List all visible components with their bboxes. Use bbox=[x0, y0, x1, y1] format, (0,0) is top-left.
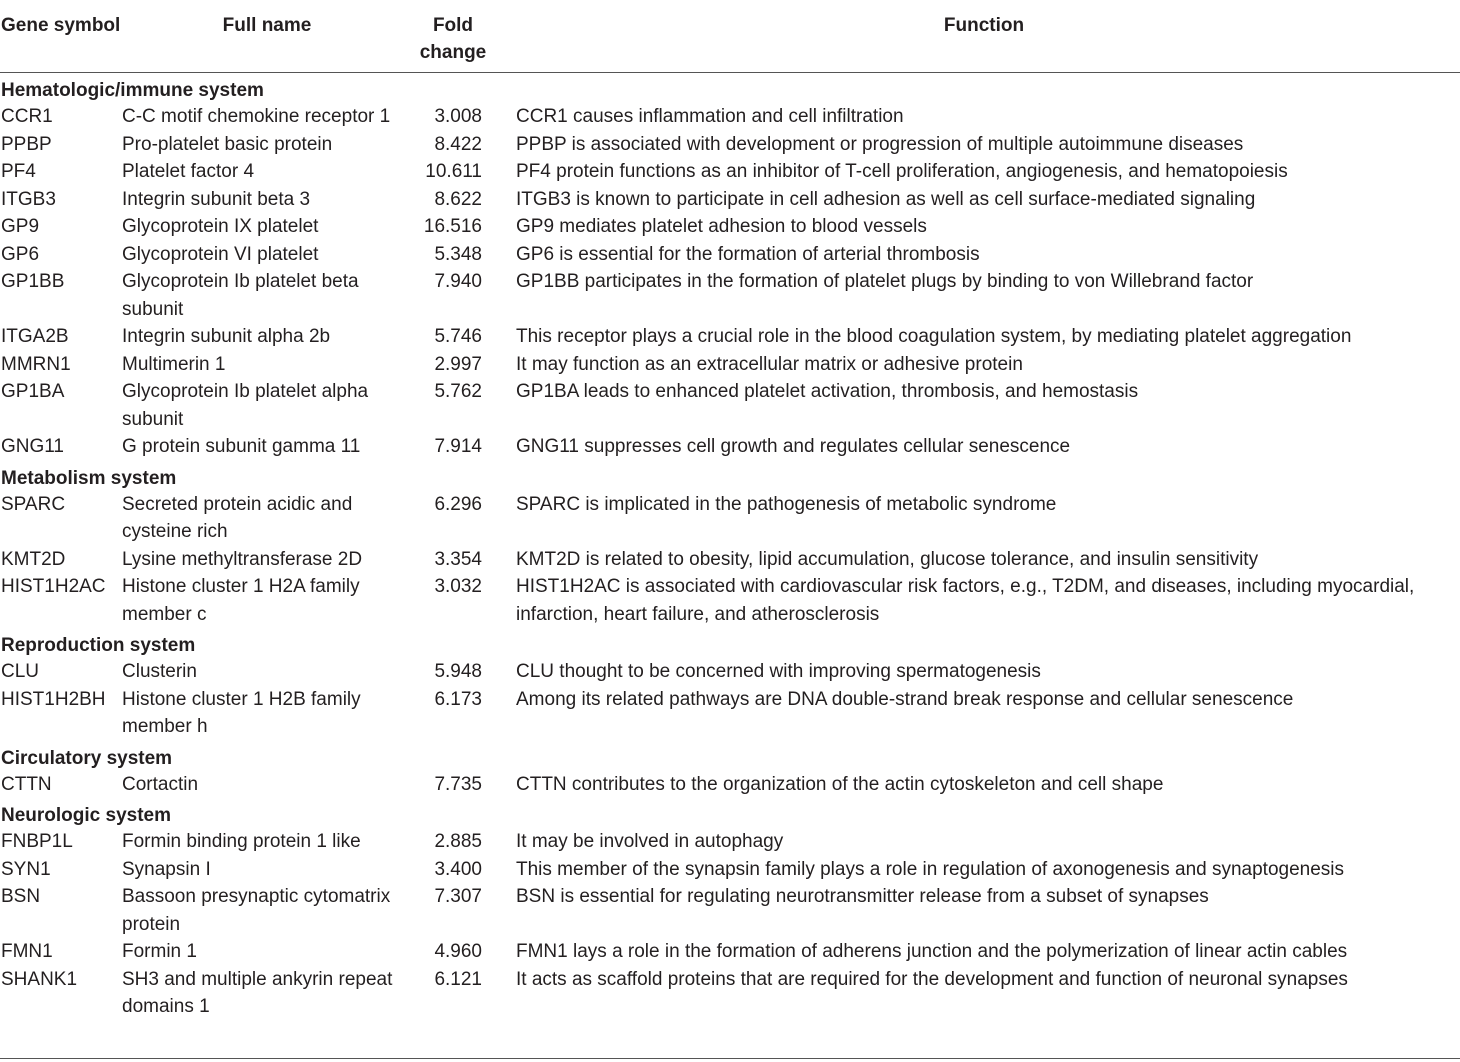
gene-symbol-cell: ITGA2B bbox=[1, 326, 69, 347]
full-name-cell: Pro-platelet basic protein bbox=[122, 133, 333, 155]
section-title: Hematologic/immune system bbox=[1, 80, 264, 101]
gene-symbol-cell: HIST1H2BH bbox=[1, 688, 106, 710]
full-name-cell: Synapsin I bbox=[122, 858, 211, 880]
table-body bbox=[0, 73, 1460, 1025]
gene-table bbox=[0, 8, 1460, 1025]
fold-change-cell: 3.032 bbox=[434, 576, 482, 597]
function-cell: CCR1 causes inflammation and cell infiltration bbox=[516, 106, 904, 127]
gene-symbol-cell: GNG11 bbox=[1, 436, 65, 457]
gene-symbol-cell: SYN1 bbox=[1, 858, 51, 880]
table-row bbox=[0, 658, 1460, 686]
full-name-cell: Glycoprotein VI platelet bbox=[122, 243, 319, 265]
fold-change-cell: 5.348 bbox=[434, 243, 482, 265]
fold-change-cell: 7.940 bbox=[434, 271, 482, 292]
full-name-cell: Integrin subunit beta 3 bbox=[122, 188, 311, 210]
section-row bbox=[0, 628, 1460, 658]
full-name-cell: Lysine methyltransferase 2D bbox=[122, 548, 363, 570]
table-row bbox=[0, 213, 1460, 241]
function-cell: It may function as an extracellular matrix or adhesive protein bbox=[516, 353, 1023, 375]
full-name-cell: Formin 1 bbox=[122, 941, 197, 962]
fold-change-cell: 7.307 bbox=[434, 886, 482, 907]
section-title: Circulatory system bbox=[1, 747, 173, 769]
table-row bbox=[0, 323, 1460, 351]
fold-change-cell: 8.422 bbox=[434, 133, 482, 155]
table-row bbox=[0, 186, 1460, 214]
full-name-cell: Secreted protein acidic and cysteine rich bbox=[122, 493, 353, 542]
header-row bbox=[0, 8, 1460, 73]
function-cell: PF4 protein functions as an inhibitor of T-cell proliferation, angiogenesis, and hematopoiesis bbox=[516, 161, 1288, 182]
gene-symbol-cell: ITGB3 bbox=[1, 188, 56, 210]
function-cell: Among its related pathways are DNA double-strand break response and cellular senescence bbox=[516, 688, 1294, 710]
table-row bbox=[0, 351, 1460, 379]
section-row bbox=[0, 73, 1460, 104]
header-fold-change: Fold change bbox=[412, 8, 508, 73]
function-cell: FMN1 lays a role in the formation of adherens junction and the polymerization of linear actin cables bbox=[516, 941, 1348, 962]
table-row bbox=[0, 131, 1460, 159]
full-name-cell: Glycoprotein IX platelet bbox=[122, 216, 319, 237]
full-name-cell: Platelet factor 4 bbox=[122, 161, 255, 182]
header-gene-symbol: Gene symbol bbox=[0, 8, 122, 73]
fold-change-cell: 6.121 bbox=[434, 968, 482, 990]
table-row bbox=[0, 938, 1460, 966]
section-row bbox=[0, 461, 1460, 491]
table-row bbox=[0, 828, 1460, 856]
fold-change-cell: 4.960 bbox=[434, 941, 482, 962]
full-name-cell: Histone cluster 1 H2A family member c bbox=[122, 576, 360, 625]
fold-change-cell: 6.296 bbox=[434, 493, 482, 515]
gene-symbol-cell: KMT2D bbox=[1, 548, 66, 570]
table-row bbox=[0, 433, 1460, 461]
full-name-cell: Bassoon presynaptic cytomatrix protein bbox=[122, 886, 391, 935]
function-cell: It acts as scaffold proteins that are required for the development and function of neuronal synapses bbox=[516, 968, 1348, 990]
function-cell: ITGB3 is known to participate in cell adhesion as well as cell surface-mediated signaling bbox=[516, 188, 1256, 210]
function-cell: CTTN contributes to the organization of the actin cytoskeleton and cell shape bbox=[516, 773, 1164, 795]
gene-symbol-cell: FMN1 bbox=[1, 941, 53, 962]
table-row bbox=[0, 103, 1460, 131]
bottom-rule bbox=[0, 1058, 1460, 1059]
fold-change-cell: 5.948 bbox=[434, 661, 482, 682]
function-cell: It may be involved in autophagy bbox=[516, 831, 784, 852]
full-name-cell: SH3 and multiple ankyrin repeat domains 1 bbox=[122, 968, 393, 1017]
table-row bbox=[0, 883, 1460, 938]
fold-change-cell: 7.914 bbox=[434, 436, 482, 457]
gene-symbol-cell: GP9 bbox=[1, 216, 40, 237]
function-cell: GP1BA leads to enhanced platelet activation, thrombosis, and hemostasis bbox=[516, 381, 1139, 402]
function-cell: KMT2D is related to obesity, lipid accumulation, glucose tolerance, and insulin sensitivity bbox=[516, 548, 1259, 570]
section-row bbox=[0, 741, 1460, 771]
function-cell: This member of the synapsin family plays a role in regulation of axonogenesis and synaptogenesis bbox=[516, 858, 1345, 880]
table-row bbox=[0, 573, 1460, 628]
fold-change-cell: 3.400 bbox=[434, 858, 482, 880]
gene-symbol-cell: SPARC bbox=[1, 493, 66, 515]
full-name-cell: Formin binding protein 1 like bbox=[122, 831, 361, 852]
table-row bbox=[0, 158, 1460, 186]
fold-change-cell: 5.746 bbox=[434, 326, 482, 347]
table-row bbox=[0, 268, 1460, 323]
gene-symbol-cell: GP6 bbox=[1, 243, 40, 265]
gene-symbol-cell: MMRN1 bbox=[1, 353, 71, 375]
table-row bbox=[0, 856, 1460, 884]
fold-change-cell: 10.611 bbox=[425, 161, 482, 182]
full-name-cell: Histone cluster 1 H2B family member h bbox=[122, 688, 361, 737]
fold-change-cell: 6.173 bbox=[434, 688, 482, 710]
function-cell: GNG11 suppresses cell growth and regulates cellular senescence bbox=[516, 436, 1071, 457]
full-name-cell: Glycoprotein Ib platelet alpha subunit bbox=[122, 381, 369, 430]
section-title: Neurologic system bbox=[1, 805, 171, 826]
fold-change-cell: 7.735 bbox=[434, 773, 482, 795]
section-title: Reproduction system bbox=[1, 635, 196, 656]
function-cell: CLU thought to be concerned with improving spermatogenesis bbox=[516, 661, 1041, 682]
fold-change-cell: 2.997 bbox=[434, 353, 482, 375]
header-full-name: Full name bbox=[122, 8, 412, 73]
full-name-cell: G protein subunit gamma 11 bbox=[122, 436, 361, 457]
function-cell: This receptor plays a crucial role in the blood coagulation system, by mediating platelet aggregation bbox=[516, 326, 1352, 347]
full-name-cell: Cortactin bbox=[122, 773, 199, 795]
function-cell: GP6 is essential for the formation of arterial thrombosis bbox=[516, 243, 980, 265]
gene-symbol-cell: HIST1H2AC bbox=[1, 576, 106, 597]
full-name-cell: Glycoprotein Ib platelet beta subunit bbox=[122, 271, 359, 320]
section-row bbox=[0, 798, 1460, 828]
gene-symbol-cell: PF4 bbox=[1, 161, 36, 182]
section-title: Metabolism system bbox=[1, 467, 177, 489]
table-row bbox=[0, 378, 1460, 433]
fold-change-cell: 3.354 bbox=[434, 548, 482, 570]
table-header bbox=[0, 8, 1460, 73]
function-cell: BSN is essential for regulating neurotransmitter release from a subset of synapses bbox=[516, 886, 1209, 907]
function-cell: GP1BB participates in the formation of platelet plugs by binding to von Willebrand factor bbox=[516, 271, 1254, 292]
table-row bbox=[0, 966, 1460, 1025]
fold-change-cell: 8.622 bbox=[434, 188, 482, 210]
header-function: Function bbox=[508, 8, 1460, 73]
gene-symbol-cell: CLU bbox=[1, 661, 40, 682]
gene-symbol-cell: CCR1 bbox=[1, 106, 53, 127]
full-name-cell: Multimerin 1 bbox=[122, 353, 226, 375]
table-row bbox=[0, 546, 1460, 574]
gene-symbol-cell: FNBP1L bbox=[1, 831, 73, 852]
fold-change-cell: 2.885 bbox=[434, 831, 482, 852]
full-name-cell: Integrin subunit alpha 2b bbox=[122, 326, 331, 347]
table-row bbox=[0, 491, 1460, 546]
table-row bbox=[0, 771, 1460, 799]
fold-change-cell: 16.516 bbox=[423, 216, 482, 237]
full-name-cell: Clusterin bbox=[122, 661, 197, 682]
gene-symbol-cell: PPBP bbox=[1, 133, 52, 155]
gene-symbol-cell: GP1BB bbox=[1, 271, 65, 292]
function-cell: GP9 mediates platelet adhesion to blood vessels bbox=[516, 216, 927, 237]
gene-symbol-cell: SHANK1 bbox=[1, 968, 78, 990]
full-name-cell: C-C motif chemokine receptor 1 bbox=[122, 106, 391, 127]
fold-change-cell: 5.762 bbox=[434, 381, 482, 402]
gene-symbol-cell: BSN bbox=[1, 886, 41, 907]
function-cell: PPBP is associated with development or progression of multiple autoimmune diseases bbox=[516, 133, 1244, 155]
function-cell: HIST1H2AC is associated with cardiovascular risk factors, e.g., T2DM, and diseases, including myocardial, infarction, heart failure, and atherosclerosis bbox=[516, 576, 1415, 625]
gene-symbol-cell: CTTN bbox=[1, 773, 52, 795]
gene-symbol-cell: GP1BA bbox=[1, 381, 65, 402]
fold-change-cell: 3.008 bbox=[434, 106, 482, 127]
table-row bbox=[0, 686, 1460, 741]
table-row bbox=[0, 241, 1460, 269]
function-cell: SPARC is implicated in the pathogenesis of metabolic syndrome bbox=[516, 493, 1057, 515]
